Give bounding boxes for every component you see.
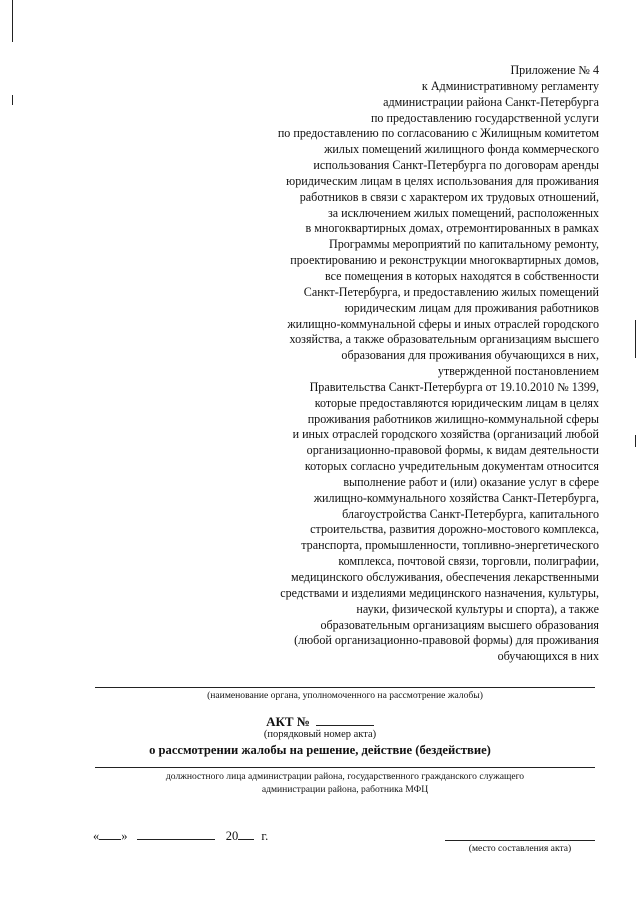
- year-prefix: 20: [225, 829, 239, 843]
- appendix-line: науки, физической культуры и спорта), а также: [356, 601, 599, 616]
- appendix-line: транспорта, промышленности, топливно-энергетического: [301, 538, 599, 553]
- appendix-line: обучающихся в них: [497, 649, 599, 664]
- official-caption-line-1: должностного лица администрации района, государственного гражданского служащего: [165, 771, 525, 782]
- appendix-line: строительства, развития дорожно-мостового комплекса,: [310, 522, 599, 537]
- appendix-line: администрации района Санкт-Петербурга: [383, 94, 599, 109]
- scan-edge-mark-right-small: [635, 435, 636, 447]
- appendix-line: юридическим лицам в целях использования для проживания: [286, 173, 599, 188]
- date-field: [93, 828, 268, 844]
- appendix-line: по предоставлению по согласованию с Жилищным комитетом: [277, 126, 599, 141]
- act-title: [0, 713, 640, 730]
- act-number-blank: [316, 713, 374, 726]
- appendix-line: Приложение № 4: [510, 63, 599, 77]
- appendix-line: которые предоставляются юридическим лицам в целях: [314, 395, 599, 410]
- appendix-line: жилищно-коммунальной сферы и иных отраслей городского: [287, 316, 599, 331]
- appendix-line: утвержденной постановлением: [437, 364, 599, 379]
- appendix-line: работников в связи с характером их трудовых отношений,: [299, 189, 599, 204]
- appendix-line: Программы мероприятий по капитальному ремонту,: [328, 237, 599, 252]
- appendix-line: проектированию и реконструкции многоквартирных домов,: [290, 253, 599, 268]
- authority-name-line: [95, 687, 595, 688]
- official-name-line: [95, 767, 595, 768]
- date-open-quote: «: [93, 829, 100, 843]
- month-blank: [137, 828, 215, 840]
- appendix-line: благоустройства Санкт-Петербурга, капитального: [342, 506, 599, 521]
- appendix-line: хозяйства, а также образовательным организациям высшего: [289, 332, 599, 347]
- act-label: АКТ №: [266, 714, 310, 729]
- appendix-header: [179, 63, 599, 665]
- appendix-line: комплекса, почтовой связи, торговли, полиграфии,: [338, 554, 599, 569]
- appendix-line: все помещения в которых находятся в собственности: [325, 268, 599, 283]
- appendix-line: Правительства Санкт-Петербурга от 19.10.2010 № 1399,: [309, 379, 599, 394]
- scan-edge-mark-left-small: [12, 95, 13, 105]
- date-close-quote: »: [121, 829, 128, 843]
- appendix-line: по предоставлению государственной услуги: [370, 110, 599, 125]
- year-suffix: г.: [261, 829, 269, 843]
- appendix-line: в многоквартирных домах, отремонтированных в рамках: [305, 221, 599, 236]
- appendix-line: (любой организационно-правовой формы) для проживания: [294, 633, 599, 648]
- appendix-line: средствами и изделиями медицинского назначения, культуры,: [280, 585, 599, 600]
- appendix-line: Санкт-Петербурга, и предоставлению жилых помещений: [303, 284, 599, 299]
- appendix-line: образования для проживания обучающихся в них,: [341, 348, 599, 363]
- place-line: [445, 840, 595, 841]
- place-caption: (место составления акта): [468, 843, 572, 854]
- appendix-line: образовательным организациям высшего образования: [320, 617, 599, 632]
- scan-edge-mark-right: [635, 320, 636, 358]
- day-blank: [99, 828, 121, 840]
- appendix-line: к Административному регламенту: [421, 78, 599, 93]
- appendix-line: использования Санкт-Петербурга по договорам аренды: [313, 158, 599, 173]
- appendix-line: и иных отраслей городского хозяйства (организаций любой: [292, 427, 599, 442]
- official-caption-line-2: администрации района, работника МФЦ: [261, 784, 429, 795]
- year-blank: [238, 828, 254, 840]
- act-subject: о рассмотрении жалобы на решение, действие (бездействие): [149, 743, 491, 757]
- appendix-line: выполнение работ и (или) оказание услуг в сфере: [343, 474, 599, 489]
- act-number-caption: (порядковый номер акта): [263, 729, 377, 740]
- appendix-line: юридическим лицам для проживания работников: [344, 300, 599, 315]
- appendix-line: организационно-правовой формы, к видам деятельности: [306, 443, 599, 458]
- appendix-line: жилых помещений жилищного фонда коммерческого: [324, 142, 599, 157]
- scan-edge-mark-left: [12, 0, 13, 42]
- appendix-line: за исключением жилых помещений, расположенных: [327, 205, 599, 220]
- appendix-line: медицинского обслуживания, обеспечения лекарственными: [290, 570, 599, 584]
- appendix-line: проживания работников жилищно-коммунальной сферы: [307, 411, 599, 426]
- appendix-line: которых согласно учредительным документам относится: [304, 459, 599, 474]
- authority-caption: (наименование органа, уполномоченного на рассмотрение жалобы): [207, 690, 483, 701]
- appendix-line: жилищно-коммунального хозяйства Санкт-Петербурга,: [313, 490, 599, 505]
